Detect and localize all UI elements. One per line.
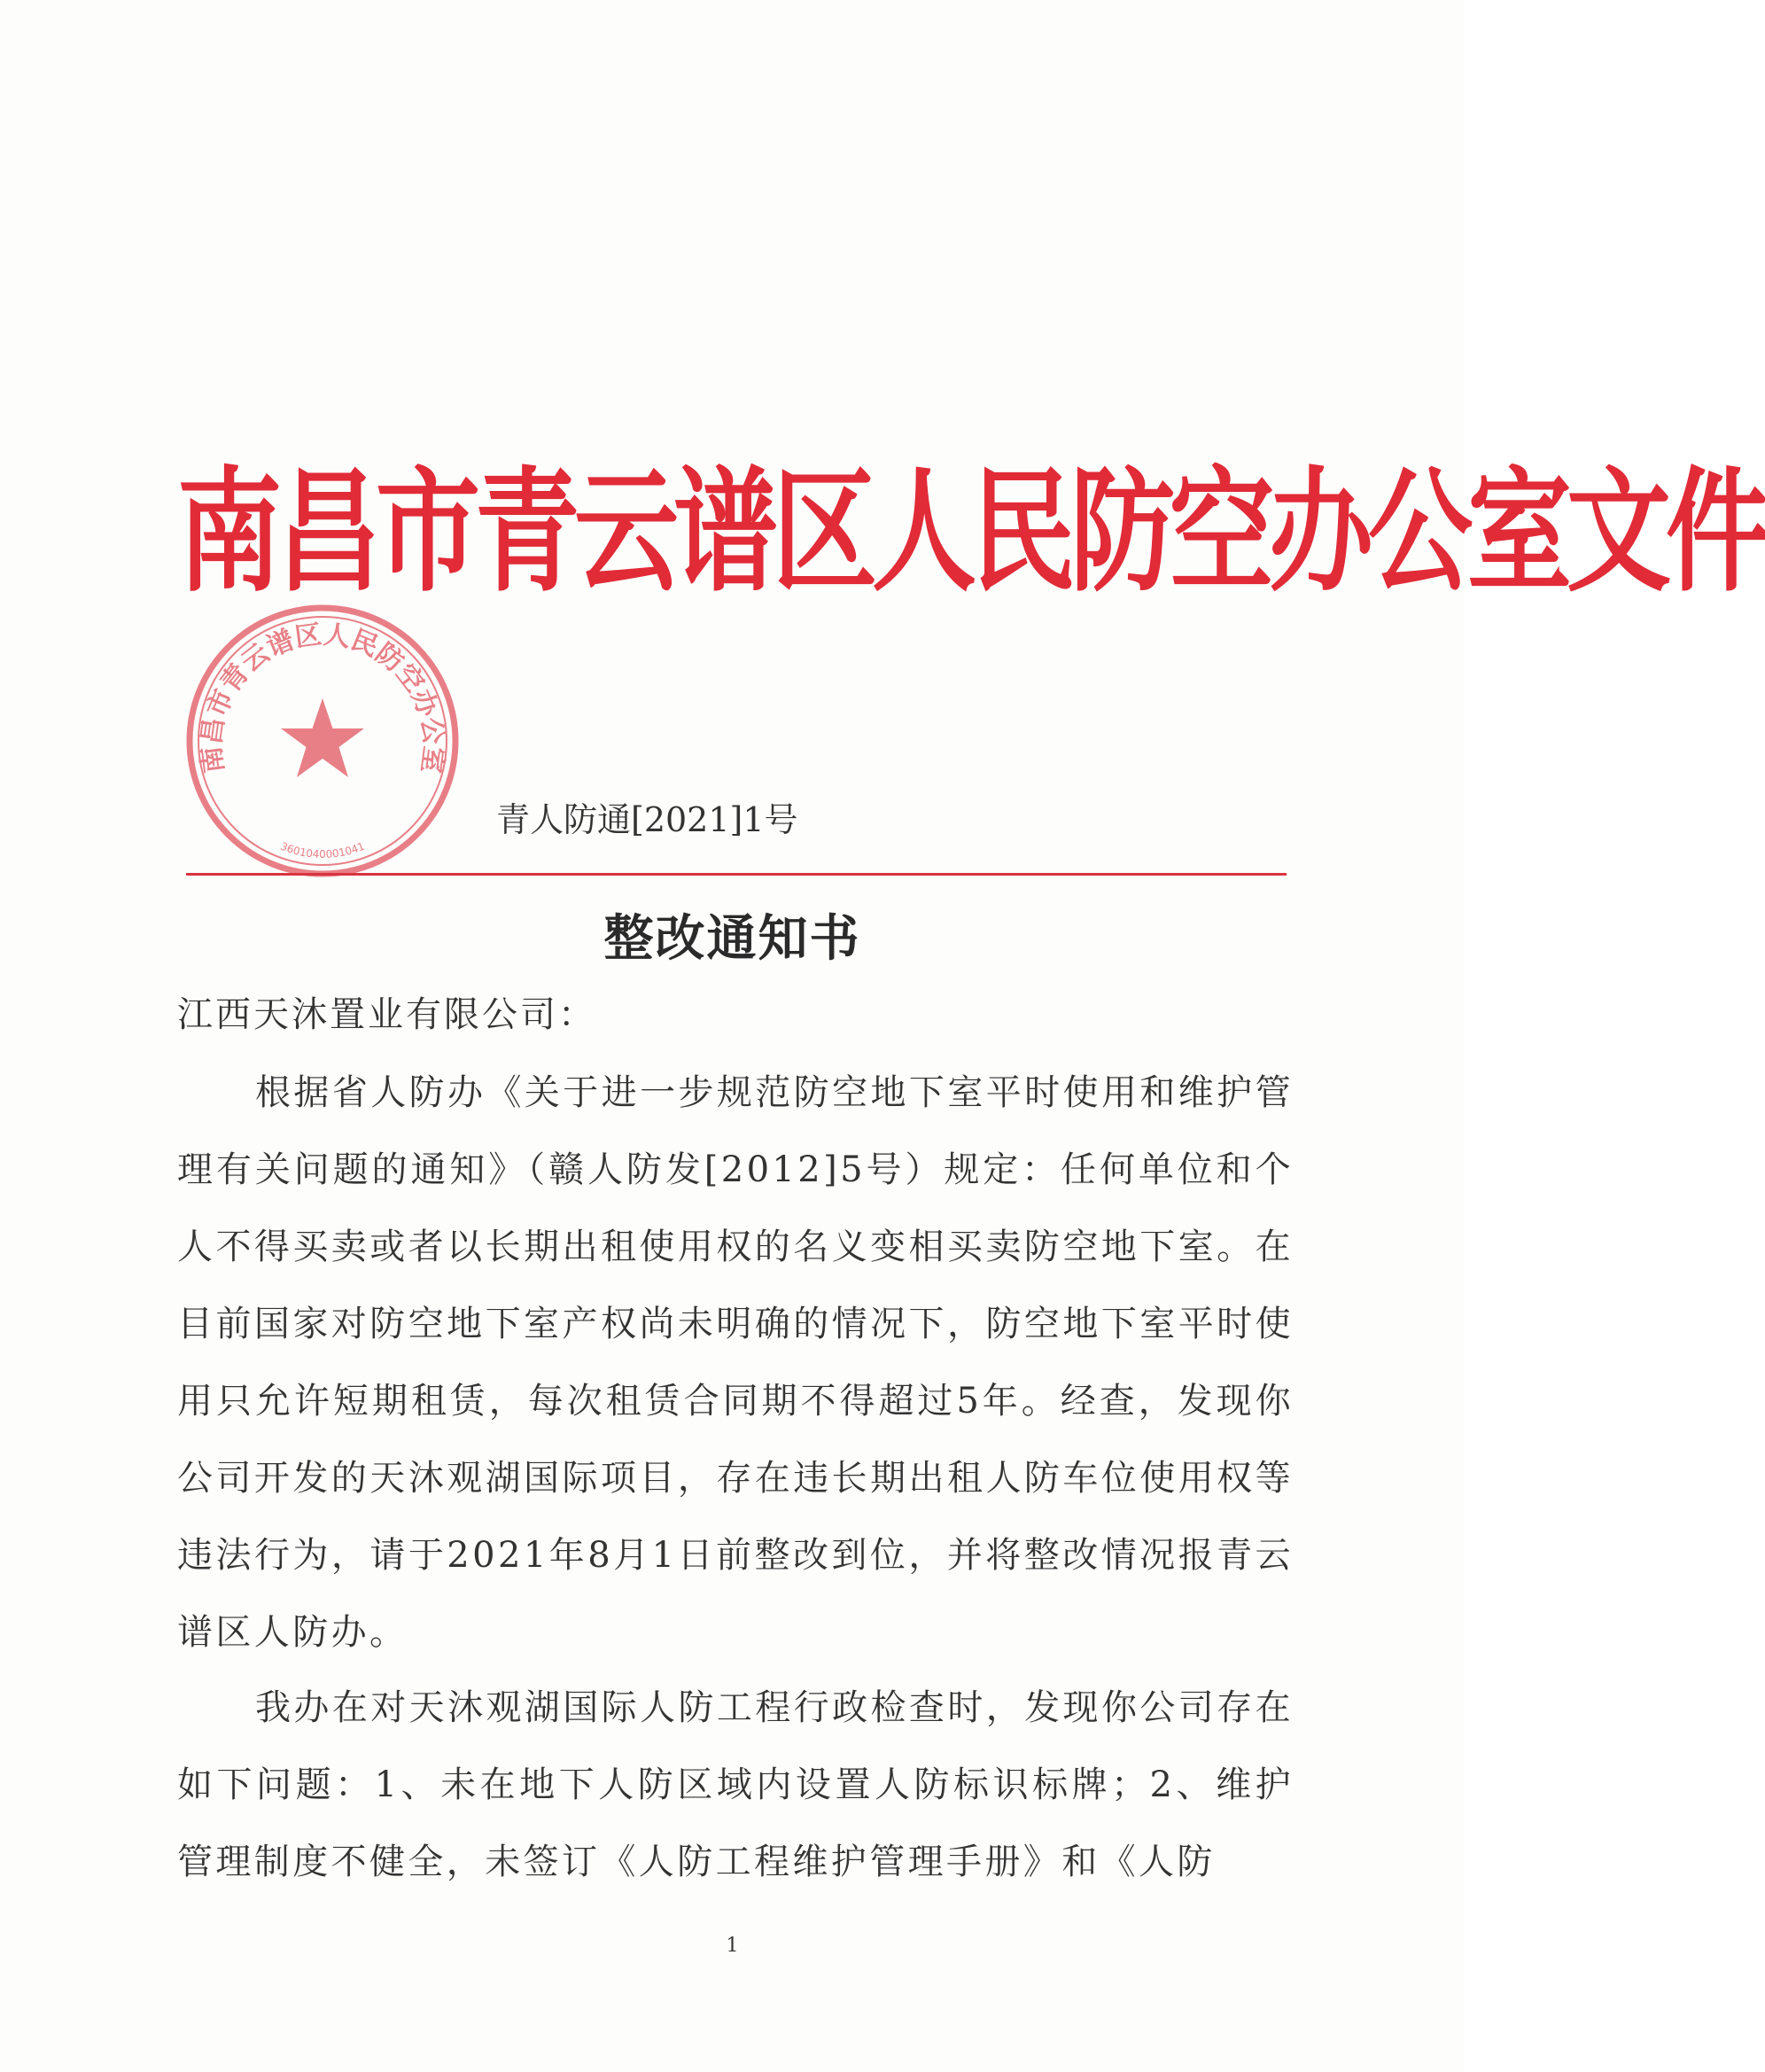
page-number: 1: [726, 1935, 739, 1957]
body-paragraph-1: 根据省人防办《关于进一步规范防空地下室平时使用和维护管理有关问题的通知》（赣人防发[2012]5号）规定：任何单位和个人不得买卖或者以长期出租使用权的名义变相买卖防空地下室。在目前国家对防空地下室产权尚未明确的情况下，防空地下室平时使用只允许短期租赁，每次租赁合同期不得超过5年。经查，发现你公司开发的天沐观湖国际项目，存在违长期出租人防车位使用权等违法行为，请于2021年8月1日前整改到位，并将整改情况报青云谱区人防办。: [177, 1072, 1294, 1653]
seal-star-icon: [281, 698, 364, 777]
recipient-line: 江西天沐置业有限公司：: [177, 994, 596, 1035]
notice-title: 整改通知书: [603, 910, 861, 968]
seal-code-text: 3601040001041: [278, 839, 367, 861]
document-number: 青人防通[2021]1号: [496, 800, 798, 839]
body-paragraph-2: 我办在对天沐观湖国际人防工程行政检查时，发现你公司存在如下问题：1、未在地下人防区域内设置人防标识标牌；2、维护管理制度不健全，未签订《人防工程维护管理手册》和《人防: [177, 1687, 1294, 1882]
seal-arc-text: 南昌市青云谱区人民防空办公室: [196, 619, 449, 775]
official-seal: [181, 599, 464, 883]
red-divider-line: [186, 873, 1287, 876]
document-header: 南昌市青云谱区人民防空办公室文件: [177, 452, 1765, 611]
